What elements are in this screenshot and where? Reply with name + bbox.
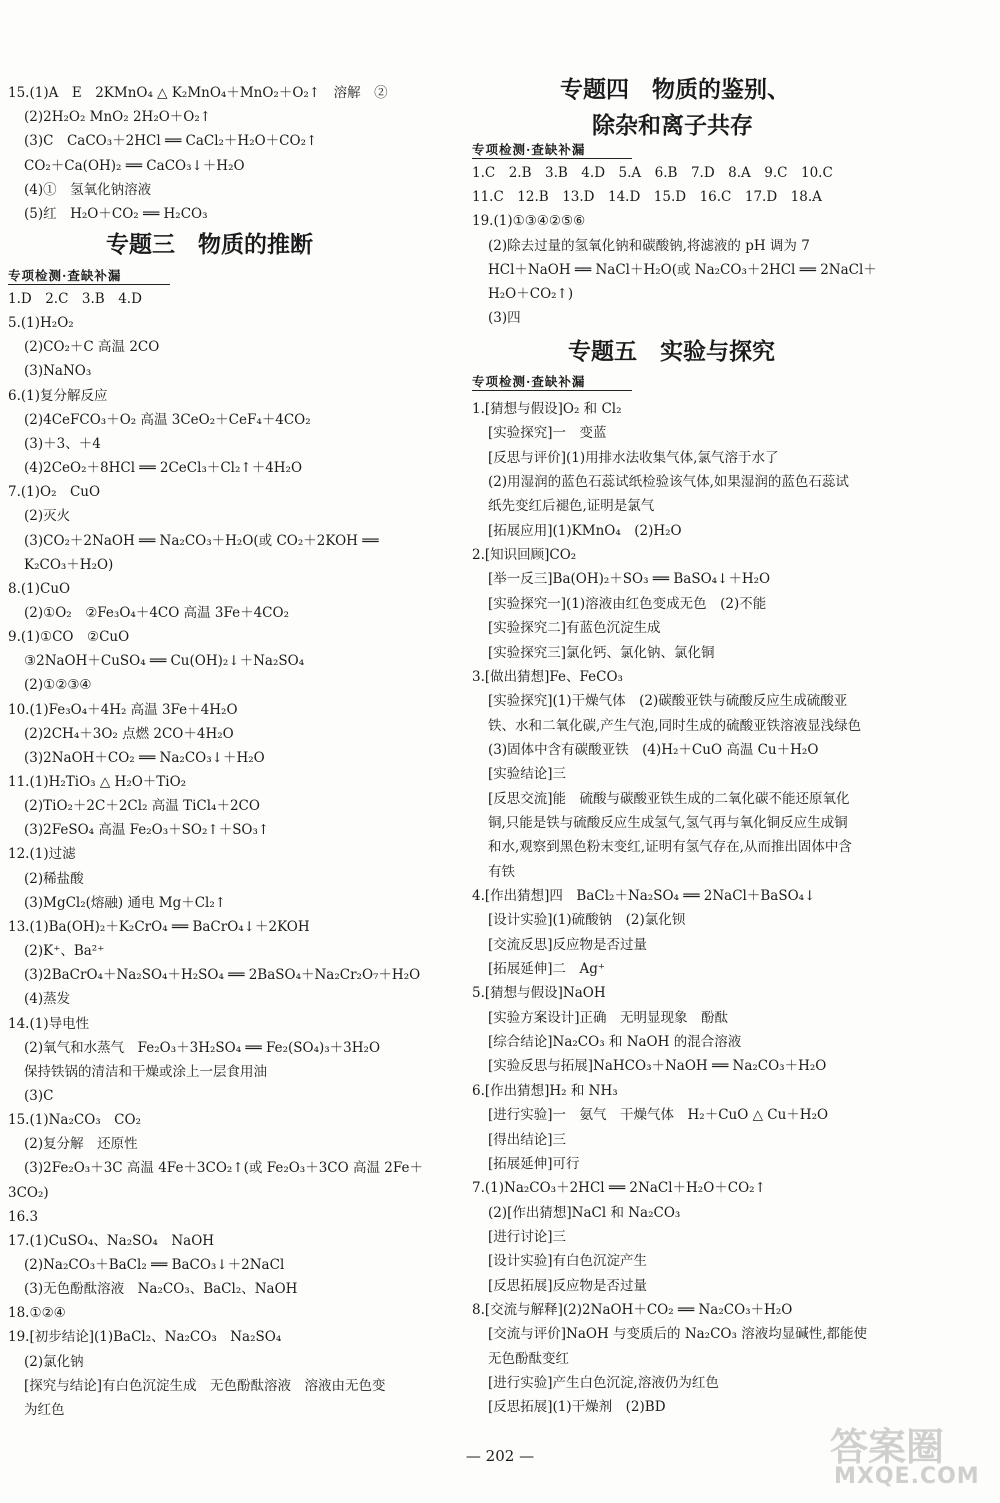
answer-line: HCl＋NaOH ══ NaCl＋H₂O(或 Na₂CO₃＋2HCl ══ 2NaCl＋	[488, 261, 877, 278]
section-title-4-line1: 专题四 物质的鉴别、	[560, 76, 790, 103]
answer-line: (2)氯化钠	[24, 1353, 84, 1370]
answer-line: (3)CO₂＋2NaOH ══ Na₂CO₃＋H₂O(或 CO₂＋2KOH ══	[24, 532, 379, 549]
answer-line: [实验方案设计]正确 无明显现象 酚酞	[488, 1009, 729, 1026]
answer-line: (3)NaNO₃	[24, 363, 92, 380]
answer-line: (2)氧气和水蒸气 Fe₂O₃＋3H₂SO₄ ══ Fe₂(SO₄)₃＋3H₂O	[24, 1039, 381, 1056]
answer-line: [交流反思]反应物是否过量	[488, 936, 648, 953]
answer-line: 无色酚酞变红	[488, 1350, 569, 1367]
answer-line: H₂O＋CO₂↑)	[488, 286, 574, 302]
answer-line: [拓展延伸]可行	[488, 1155, 580, 1172]
section-title-5: 专题五 实验与探究	[568, 338, 775, 365]
answer-line: (3)C CaCO₃＋2HCl ══ CaCl₂＋H₂O＋CO₂↑	[24, 133, 318, 150]
answer-line: (2)CO₂＋C 高温 2CO	[24, 339, 160, 356]
section-title-3: 专题三 物质的推断	[106, 231, 313, 258]
answer-line: (2)用湿润的蓝色石蕊试纸检验该气体,如果湿润的蓝色石蕊试	[488, 474, 849, 491]
answer-line: [探究与结论]有白色沉淀生成 无色酚酞溶液 溶液由无色变	[24, 1377, 386, 1394]
answer-line: [得出结论]三	[488, 1131, 567, 1148]
answer-line: 18.①②④	[8, 1305, 66, 1322]
answer-line: (2)稀盐酸	[24, 870, 84, 887]
answer-line: [举一反三]Ba(OH)₂＋SO₃ ══ BaSO₄↓＋H₂O	[488, 571, 771, 588]
answer-line: 5.[猜想与假设]NaOH	[472, 985, 606, 1002]
page-number: — 202 —	[465, 1447, 535, 1465]
answer-line: 13.(1)Ba(OH)₂＋K₂CrO₄ ══ BaCrO₄↓＋2KOH	[8, 918, 310, 935]
answer-line: CO₂＋Ca(OH)₂ ══ CaCO₃↓＋H₂O	[24, 157, 245, 174]
watermark-url: MXQE.COM	[834, 1464, 980, 1489]
answer-line: (2)2H₂O₂ MnO₂ 2H₂O＋O₂↑	[24, 109, 212, 126]
answer-line: [实验探究二]有蓝色沉淀生成	[488, 620, 661, 637]
answer-line: (3)2NaOH＋CO₂ ══ Na₂CO₃↓＋H₂O	[24, 749, 265, 766]
answer-line: 6.[作出猜想]H₂ 和 NH₃	[472, 1082, 618, 1099]
answer-line: 15.(1)A E 2KMnO₄ △ K₂MnO₄＋MnO₂＋O₂↑ 溶解 ②	[8, 85, 388, 101]
answer-line: (2)2CH₄＋3O₂ 点燃 2CO＋4H₂O	[24, 725, 234, 742]
answer-line: 4.[作出猜想]四 BaCl₂＋Na₂SO₄ ══ 2NaCl＋BaSO₄↓	[472, 888, 816, 904]
answer-line: 纸先变红后褪色,证明是氯气	[488, 498, 655, 515]
section-rule	[8, 284, 170, 285]
answer-line: [实验探究一](1)溶液由红色变成无色 (2)不能	[488, 595, 767, 612]
answer-line: 1.D 2.C 3.B 4.D	[8, 291, 142, 307]
answer-line: 有铁	[488, 863, 515, 880]
answer-line: 3CO₂)	[8, 1184, 49, 1201]
answer-line: [反思交流]能 硫酸与碳酸亚铁生成的二氧化碳不能还原氧化	[488, 790, 850, 807]
answer-line: 7.(1)Na₂CO₃＋2HCl ══ 2NaCl＋H₂O＋CO₂↑	[472, 1180, 766, 1197]
answer-line: [设计实验](1)硫酸钠 (2)氯化钡	[488, 912, 686, 929]
answer-line: [综合结论]Na₂CO₃ 和 NaOH 的混合溶液	[488, 1034, 742, 1051]
answer-line: ③2NaOH＋CuSO₄ ══ Cu(OH)₂↓＋Na₂SO₄	[24, 653, 305, 670]
answer-line: [反思与评价](1)用排水法收集气体,氯气溶于水了	[488, 449, 779, 466]
answer-line: 2.[知识回顾]CO₂	[472, 547, 577, 564]
answer-line: [实验探究]一 变蓝	[488, 425, 607, 442]
answer-line: (2)K⁺、Ba²⁺	[24, 943, 105, 960]
answer-line: (3)C	[24, 1087, 54, 1104]
watermark-text: 答案圈	[830, 1425, 945, 1469]
section-rule	[472, 390, 632, 391]
answer-line: 为红色	[24, 1401, 65, 1418]
answer-line: 14.(1)导电性	[8, 1015, 90, 1032]
answer-line: (5)红 H₂O＋CO₂ ══ H₂CO₃	[24, 206, 208, 222]
answer-line: 11.C 12.B 13.D 14.D 15.D 16.C 17.D 18.A	[472, 189, 822, 206]
answer-line: (3)MgCl₂(熔融) 通电 Mg＋Cl₂↑	[24, 894, 227, 911]
answer-line: 8.[交流与解释](2)2NaOH＋CO₂ ══ Na₂CO₃＋H₂O	[472, 1301, 793, 1318]
answer-line: 6.(1)复分解反应	[8, 387, 108, 404]
answer-line: 铜,只能是铁与硫酸反应生成氢气,氢气再与氧化铜反应生成铜	[488, 814, 848, 831]
answer-line: 11.(1)H₂TiO₃ △ H₂O＋TiO₂	[8, 774, 187, 790]
answer-line: [设计实验]有白色沉淀产生	[488, 1253, 648, 1270]
answer-line: 15.(1)Na₂CO₃ CO₂	[8, 1112, 141, 1129]
answer-line: (2)①O₂ ②Fe₃O₄＋4CO 高温 3Fe＋4CO₂	[24, 604, 289, 621]
answer-line: (2)复分解 还原性	[24, 1136, 138, 1153]
answer-line: (4)① 氢氧化钠溶液	[24, 181, 152, 198]
answer-line: 19.(1)①③④②⑤⑥	[472, 213, 586, 230]
answer-line: (2)Na₂CO₃＋BaCl₂ ══ BaCO₃↓＋2NaCl	[24, 1257, 285, 1273]
answer-line: 17.(1)CuSO₄、Na₂SO₄ NaOH	[8, 1232, 215, 1249]
answer-line: 和水,观察到黑色粉末变红,证明有氢气存在,从而推出固体中含	[488, 839, 852, 856]
answer-line: (3)固体中含有碳酸亚铁 (4)H₂＋CuO 高温 Cu＋H₂O	[488, 741, 819, 758]
answer-line: 保持铁锅的清洁和干燥或涂上一层食用油	[24, 1063, 267, 1080]
answer-line: 1.C 2.B 3.B 4.D 5.A 6.B 7.D 8.A 9.C 10.C	[472, 165, 833, 181]
answer-line: (2)4CeFCO₃＋O₂ 高温 3CeO₂＋CeF₄＋4CO₂	[24, 411, 311, 428]
answer-line: [拓展应用](1)KMnO₄ (2)H₂O	[488, 522, 682, 539]
section-label: 专项检测·查缺补漏	[8, 268, 122, 283]
answer-line: (3)2Fe₂O₃＋3C 高温 4Fe＋3CO₂↑(或 Fe₂O₃＋3CO 高温 2Fe＋	[24, 1160, 423, 1177]
answer-line: (4)2CeO₂＋8HCl ══ 2CeCl₃＋Cl₂↑＋4H₂O	[24, 460, 303, 477]
answer-line: 12.(1)过滤	[8, 846, 76, 863]
answer-line: K₂CO₃＋H₂O)	[24, 556, 114, 573]
answer-line: (2)[作出猜想]NaCl 和 Na₂CO₃	[488, 1204, 681, 1221]
answer-line: (3)2BaCrO₄＋Na₂SO₄＋H₂SO₄ ══ 2BaSO₄＋Na₂Cr₂O₇＋H₂O	[24, 967, 421, 984]
answer-line: [实验探究三]氯化钙、氯化钠、氯化铜	[488, 644, 715, 661]
section-rule	[472, 158, 632, 159]
section-title-4-line2: 除杂和离子共存	[592, 112, 753, 139]
watermark-logo	[822, 1414, 992, 1496]
answer-line: 10.(1)Fe₃O₄＋4H₂ 高温 3Fe＋4H₂O	[8, 701, 238, 718]
answer-line: [交流与评价]NaOH 与变质后的 Na₂CO₃ 溶液均显碱性,都能使	[488, 1326, 867, 1343]
answer-line: (2)除去过量的氢氧化钠和碳酸钠,将滤液的 pH 调为 7	[488, 237, 810, 254]
answer-line: 19.[初步结论](1)BaCl₂、Na₂CO₃ Na₂SO₄	[8, 1329, 282, 1346]
answer-line: (3)四	[488, 310, 521, 327]
answer-line: 16.3	[8, 1208, 39, 1225]
answer-line: (3)＋3、＋4	[24, 435, 101, 452]
answer-line: 7.(1)O₂ CuO	[8, 484, 101, 501]
answer-line: [实验探究](1)干燥气体 (2)碳酸亚铁与硫酸反应生成硫酸亚	[488, 693, 848, 710]
answer-line: (2)①②③④	[24, 677, 92, 694]
answer-line: 8.(1)CuO	[8, 580, 71, 597]
answer-line: (3)2FeSO₄ 高温 Fe₂O₃＋SO₂↑＋SO₃↑	[24, 822, 270, 839]
answer-line: 9.(1)①CO ②CuO	[8, 629, 130, 646]
answer-line: [进行实验]产生白色沉淀,溶液仍为红色	[488, 1375, 719, 1391]
answer-line: [实验反思与拓展]NaHCO₃＋NaOH ══ Na₂CO₃＋H₂O	[488, 1058, 827, 1075]
answer-line: (3)无色酚酞溶液 Na₂CO₃、BaCl₂、NaOH	[24, 1281, 298, 1298]
answer-line: [拓展延伸]二 Ag⁺	[488, 961, 606, 978]
answer-line: (4)蒸发	[24, 991, 71, 1008]
section-label: 专项检测·查缺补漏	[472, 374, 586, 389]
answer-line: [进行讨论]三	[488, 1228, 567, 1245]
answer-line: [反思拓展](1)干燥剂 (2)BD	[488, 1399, 666, 1416]
answer-line: [实验结论]三	[488, 766, 567, 783]
answer-line: 3.[做出猜想]Fe、FeCO₃	[472, 668, 623, 685]
answer-line: [反思拓展]反应物是否过量	[488, 1277, 648, 1294]
answer-line: (2)TiO₂＋2C＋2Cl₂ 高温 TiCl₄＋2CO	[24, 798, 260, 815]
section-label: 专项检测·查缺补漏	[472, 142, 586, 157]
answer-line: 铁、水和二氧化碳,产生气泡,同时生成的硫酸亚铁溶液显浅绿色	[488, 717, 862, 734]
answer-line: 5.(1)H₂O₂	[8, 315, 74, 332]
answer-line: 1.[猜想与假设]O₂ 和 Cl₂	[472, 401, 622, 417]
answer-line: [进行实验]一 氨气 干燥气体 H₂＋CuO △ Cu＋H₂O	[488, 1107, 829, 1124]
answer-line: (2)灭火	[24, 508, 71, 525]
